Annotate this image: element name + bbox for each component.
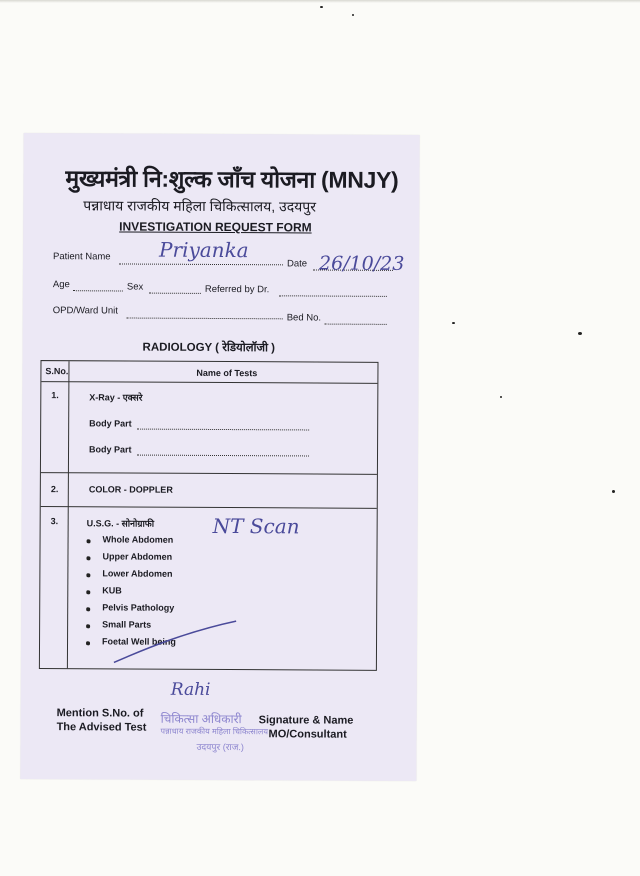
row1-sno: 1. — [51, 390, 59, 401]
stamp-line2: पन्नाधाय राजकीय महिला चिकित्सालय — [160, 726, 269, 737]
handwritten-date: 26/10/23 — [318, 252, 405, 275]
color-doppler-test: COLOR - DOPPLER — [88, 484, 173, 495]
age-line — [73, 290, 123, 291]
usg-item: Upper Abdomen — [102, 551, 173, 562]
body-part-label-2: Body Part — [89, 444, 132, 455]
signature-label-line2: MO/Consultant — [268, 728, 347, 741]
scan-speck — [320, 6, 323, 8]
investigation-form-paper — [20, 133, 419, 781]
official-stamp — [160, 704, 280, 757]
usg-item: KUB — [102, 585, 122, 596]
scheme-title: मुख्यमंत्री नि:शुल्क जाँच योजना (MNJY) — [65, 165, 399, 193]
handwritten-note: NT Scan — [212, 513, 300, 539]
mention-sno-line1: Mention S.No. of — [56, 707, 144, 720]
row2-sno: 2. — [50, 484, 59, 495]
usg-item: Pelvis Pathology — [102, 602, 175, 613]
referred-by-line — [279, 295, 387, 297]
scan-speck — [352, 14, 354, 16]
column-divider — [67, 361, 70, 668]
sex-line — [149, 293, 201, 294]
header-divider — [41, 381, 377, 384]
handwritten-signature: Rahi — [170, 679, 211, 700]
bed-no-line — [325, 324, 387, 325]
sex-label: Sex — [126, 281, 144, 293]
mention-sno-line2: The Advised Test — [56, 721, 147, 734]
bullet — [86, 607, 90, 611]
body-part-line-1 — [137, 429, 309, 431]
tests-header: Name of Tests — [196, 367, 258, 379]
scan-top-edge — [0, 0, 640, 3]
usg-item: Lower Abdomen — [102, 568, 173, 579]
form-title: INVESTIGATION REQUEST FORM — [119, 219, 312, 235]
bullet — [86, 624, 90, 628]
referred-by-label: Referred by Dr. — [204, 283, 270, 296]
usg-item: Whole Abdomen — [102, 534, 174, 545]
usg-item: Small Parts — [102, 619, 152, 630]
handwritten-patient-name: Priyanka — [159, 237, 249, 263]
patient-name-label: Patient Name — [53, 251, 111, 263]
body-part-label-1: Body Part — [89, 418, 132, 429]
opd-ward-line — [127, 318, 283, 320]
row3-sno: 3. — [50, 516, 59, 527]
age-label: Age — [52, 279, 70, 291]
bullet — [87, 539, 91, 543]
sno-header: S.No. — [45, 366, 69, 377]
hospital-name: पन्नाधाय राजकीय महिला चिकित्सालय, उदयपुर — [83, 197, 317, 215]
usg-test: U.S.G. - सोनोग्राफी — [86, 518, 155, 529]
bullet — [86, 641, 90, 645]
scan-speck — [578, 332, 582, 335]
xray-test: X-Ray - एक्सरे — [89, 392, 143, 403]
patient-name-line — [119, 263, 283, 265]
body-part-line-2 — [137, 455, 309, 457]
stamp-line1: चिकित्सा अधिकारी — [160, 711, 242, 727]
tests-table — [39, 360, 379, 671]
usg-item: Foetal Well being — [102, 636, 176, 647]
bed-no-label: Bed No. — [286, 312, 322, 324]
signature-label-line1: Signature & Name — [258, 714, 354, 727]
scan-speck — [452, 322, 455, 324]
stamp-line3: उदयपुर (राज.) — [196, 741, 244, 753]
bullet — [86, 556, 90, 560]
handwritten-stroke — [110, 616, 240, 667]
bullet — [86, 573, 90, 577]
radiology-heading: RADIOLOGY ( रेडियोलॉजी ) — [142, 341, 276, 355]
date-label: Date — [286, 258, 308, 270]
scan-speck — [612, 490, 615, 493]
row-divider — [41, 472, 377, 475]
opd-ward-label: OPD/Ward Unit — [52, 305, 118, 317]
row-divider — [41, 506, 377, 509]
bullet — [86, 590, 90, 594]
scan-speck — [500, 396, 502, 398]
